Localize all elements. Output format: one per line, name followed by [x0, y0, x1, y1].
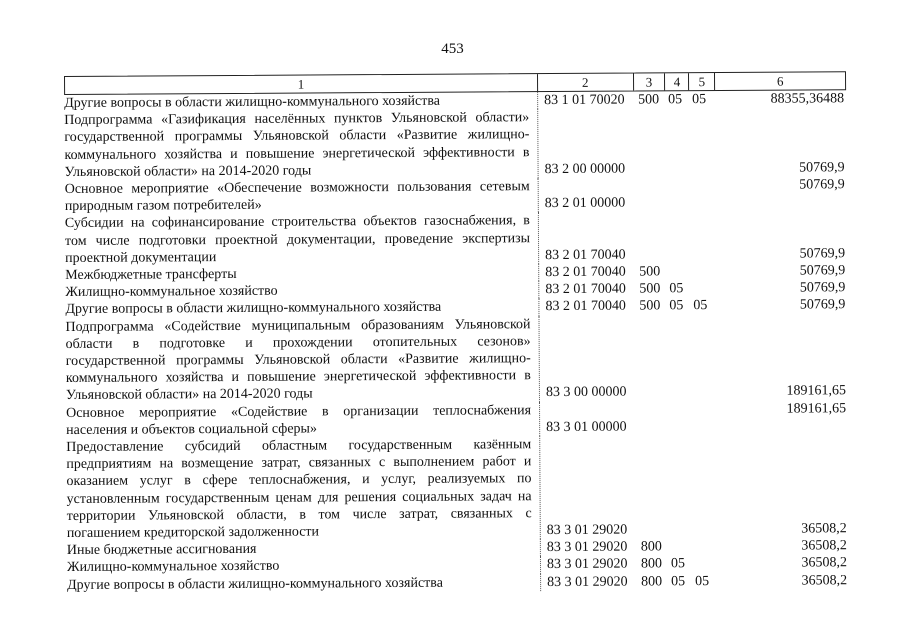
row-amount: 50769,9 — [799, 246, 846, 262]
row-amount: 189161,65 — [786, 383, 846, 400]
row-description: Подпрограмма «Содействие муниципальным образованиям Ульяновской области в подготовке и прохождении отопительных сезонов» государственной программы Ульяновской области «Развитие жилищно-коммунального хозяйства и повышение энергетической эффективности в Ульяновской области» на 2014-2020 годы — [65, 316, 540, 405]
table-body — [64, 90, 849, 594]
row-description: Иные бюджетные ассигнования — [67, 539, 541, 559]
row-amount: 36508,2 — [801, 555, 848, 571]
row-code: 83 3 01 29020 — [546, 557, 628, 573]
row-amount: 50769,9 — [799, 177, 845, 193]
row-code: 83 3 01 00000 — [546, 419, 627, 435]
row-code: 83 2 00 00000 — [544, 161, 626, 177]
row-col-5: 05 — [695, 573, 710, 589]
header-col-1: 1 — [65, 74, 538, 94]
header-col-5: 5 — [689, 73, 715, 90]
header-col-6: 6 — [776, 73, 784, 89]
row-description: Жилищно-коммунальное хозяйство — [65, 281, 539, 301]
row-col-3: 500 — [638, 92, 660, 108]
row-description: Другие вопросы в области жилищно-коммунального хозяйства — [64, 92, 538, 112]
table-row — [66, 400, 848, 439]
table-row — [65, 176, 847, 215]
row-description: Подпрограмма «Газификация населённых пунктов Ульяновской области» государственной программы Ульяновской области «Развитие жилищно-коммунального хозяйства и повышение энергетической эффективности в Ульяновской области» на 2014-2020 годы — [64, 109, 538, 181]
table-row — [67, 572, 849, 594]
row-amount: 50769,9 — [799, 280, 846, 296]
row-amount: 50769,9 — [799, 297, 846, 313]
table-row — [64, 107, 846, 181]
row-col-4: 05 — [669, 281, 684, 297]
row-col-3: 500 — [639, 281, 661, 297]
row-description: Основное мероприятие «Обеспечение возможности пользования сетевым природным газом потребителей» — [65, 178, 539, 215]
row-col-4: 05 — [669, 298, 684, 314]
row-col-3: 800 — [640, 539, 662, 555]
row-code: 83 2 01 70040 — [545, 299, 626, 315]
row-col-3: 800 — [640, 556, 663, 572]
page-number: 453 — [441, 41, 464, 57]
row-col-4: 05 — [671, 573, 686, 589]
row-col-4: 05 — [668, 92, 683, 108]
row-code: 83 3 01 29020 — [547, 574, 628, 590]
row-description: Другие вопросы в области жилищно-коммунального хозяйства — [65, 299, 539, 319]
row-description: Межбюджетные трансферты — [65, 264, 539, 284]
row-amount: 36508,2 — [801, 521, 847, 537]
row-code: 83 2 01 70040 — [545, 247, 626, 263]
row-code: 83 3 01 29020 — [546, 539, 628, 556]
row-code: 83 2 01 70040 — [545, 281, 626, 298]
row-code: 83 2 01 00000 — [544, 195, 626, 212]
row-description: Основное мероприятие «Содействие в организации теплоснабжения населения и объектов социальной сферы» — [66, 402, 540, 439]
row-col-3: 800 — [641, 574, 663, 590]
row-amount: 36508,2 — [801, 572, 848, 589]
row-description: Предоставление субсидий областным государственным казённым предприятиям на возмещение затрат, связанных с выполнением работ и оказанием услуг в сфере теплоснабжения, и услуг, реализуемых по установленным государственным ценам для решения социальных задач на территории Ульяновской области, в том числе затрат, связанных с погашением кредиторской задолженности — [66, 436, 541, 542]
row-col-4: 05 — [670, 556, 686, 572]
row-description: Другие вопросы в области жилищно-коммунального хозяйства — [67, 574, 541, 594]
table-row — [66, 434, 849, 542]
row-col-3: 500 — [639, 298, 661, 314]
row-amount: 50769,9 — [799, 160, 845, 176]
header-col-2: 2 — [538, 74, 634, 92]
row-amount: 36508,2 — [801, 538, 847, 554]
row-col-5: 05 — [692, 92, 707, 108]
table-row — [65, 314, 848, 405]
row-code: 83 1 01 70020 — [544, 92, 625, 109]
row-code: 83 3 01 29020 — [546, 522, 628, 539]
row-description: Жилищно-коммунальное хозяйство — [67, 557, 541, 577]
row-code: 83 3 00 00000 — [545, 385, 627, 401]
row-description: Субсидии на софинансирование строительства объектов газоснабжения, в том числе подготовки проектной документации, проведение экспертизы проектной документации — [65, 213, 539, 268]
row-amount: 189161,65 — [786, 400, 847, 417]
header-col-4: 4 — [665, 73, 689, 90]
row-col-5: 05 — [693, 298, 708, 314]
table-row — [65, 211, 847, 267]
row-col-3: 500 — [639, 264, 661, 280]
row-amount: 50769,9 — [799, 263, 846, 279]
budget-table — [64, 71, 849, 594]
header-col-3: 3 — [634, 73, 666, 90]
row-code: 83 2 01 70040 — [545, 264, 626, 281]
row-amount: 88355,36488 — [770, 91, 845, 107]
